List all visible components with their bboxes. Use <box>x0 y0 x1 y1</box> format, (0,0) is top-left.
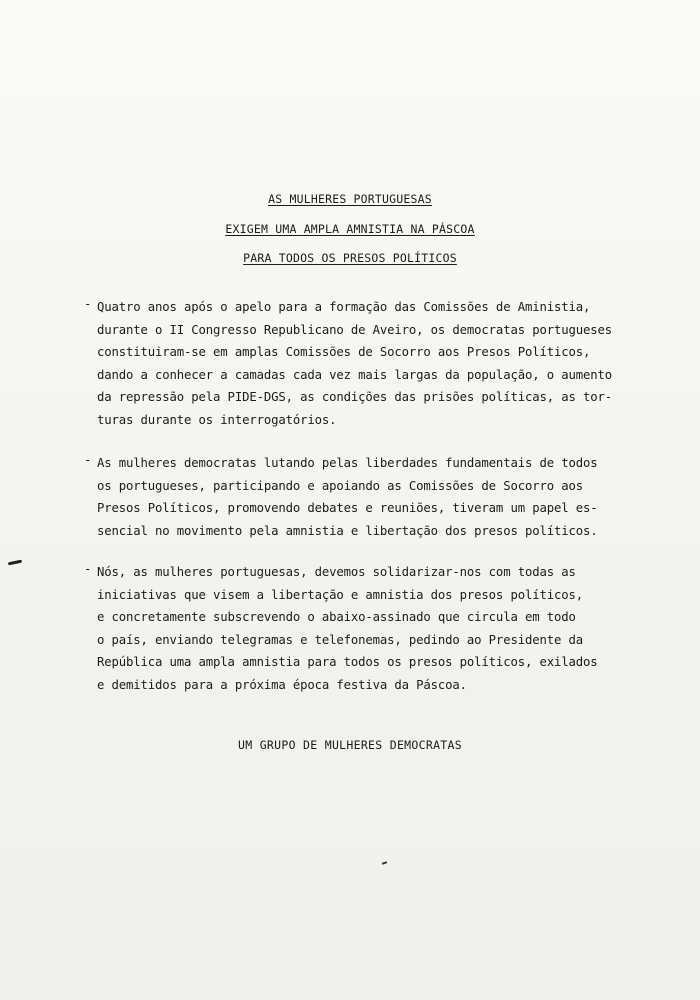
paragraph-2 <box>84 452 677 542</box>
paragraph-dash: - <box>84 296 92 311</box>
paragraph-line: As mulheres democratas lutando pelas liberdades fundamentais de todos <box>97 456 598 470</box>
paragraph-1 <box>84 296 677 431</box>
paragraph-line: os portugueses, participando e apoiando as Comissões de Socorro aos <box>97 478 583 493</box>
paragraph-line: Quatro anos após o apelo para a formação das Comissões de Aministia, <box>97 300 591 314</box>
paragraph-line: República uma ampla amnistia para todos os presos políticos, exilados <box>97 655 598 669</box>
title-line-2: EXIGEM UMA AMPLA AMNISTIA NA PÁSCOA <box>225 222 475 236</box>
signature: UM GRUPO DE MULHERES DEMOCRATAS <box>238 738 462 752</box>
paragraph-line: Nós, as mulheres portuguesas, devemos solidarizar-nos com todas as <box>97 565 576 579</box>
paragraph-dash: - <box>84 561 92 576</box>
paragraph-line: durante o II Congresso Republicano de Aveiro, os democratas portugueses <box>97 322 612 337</box>
margin-mark <box>8 560 22 566</box>
paragraph-dash: - <box>84 452 92 467</box>
title-line-1: AS MULHERES PORTUGUESAS <box>268 192 432 206</box>
paragraph-line: e demitidos para a próxima época festiva da Páscoa. <box>97 677 467 692</box>
title-line-3: PARA TODOS OS PRESOS POLÍTICOS <box>243 251 457 265</box>
paragraph-line: da repressão pela PIDE-DGS, as condições das prisões políticas, as tor- <box>97 390 612 404</box>
paragraph-line: sencial no movimento pela amnistia e libertação dos presos políticos. <box>97 523 598 538</box>
paragraph-3 <box>84 561 677 696</box>
paragraph-line: iniciativas que visem a libertação e amnistia dos presos políticos, <box>97 587 583 602</box>
paragraph-line: e concretamente subscrevendo o abaixo-assinado que circula em todo <box>97 610 576 624</box>
paper-speck <box>382 861 387 865</box>
paragraph-line: Presos Políticos, promovendo debates e reuniões, tiveram um papel es- <box>97 501 598 515</box>
paragraph-line: o país, enviando telegramas e telefonemas, pedindo ao Presidente da <box>97 632 583 647</box>
paragraph-line: dando a conhecer a camadas cada vez mais largas da população, o aumento <box>97 367 612 382</box>
paragraph-line: turas durante os interrogatórios. <box>97 412 337 427</box>
paragraph-line: constituiram-se em amplas Comissões de Socorro aos Presos Políticos, <box>97 345 591 359</box>
